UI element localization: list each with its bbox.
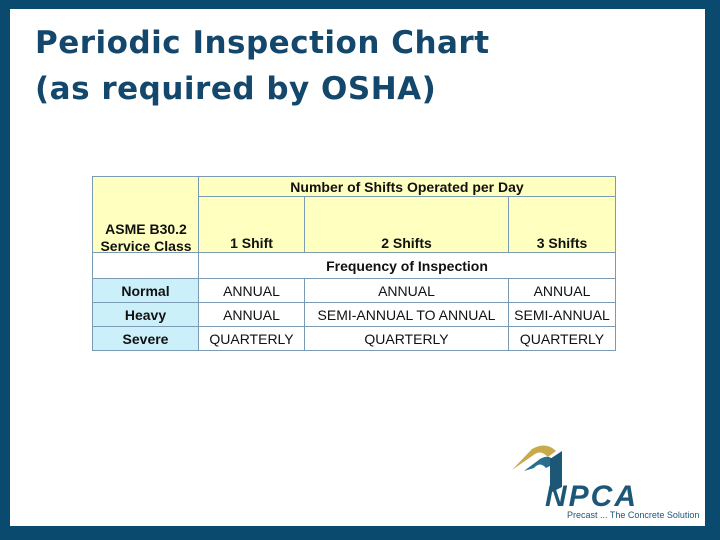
value-cell: QUARTERLY xyxy=(199,327,305,351)
group-header: Number of Shifts Operated per Day xyxy=(199,177,616,197)
title-line-2: (as required by OSHA) xyxy=(35,71,437,107)
value-cell: ANNUAL xyxy=(199,279,305,303)
inspection-table xyxy=(92,176,616,351)
class-header-line-2: Service Class xyxy=(100,238,192,254)
class-cell-severe: Severe xyxy=(93,327,199,351)
value-cell: ANNUAL xyxy=(305,279,509,303)
value-cell: ANNUAL xyxy=(199,303,305,327)
shift-header-2: 2 Shifts xyxy=(305,197,509,253)
class-header xyxy=(93,221,199,255)
value-cell: ANNUAL xyxy=(509,279,616,303)
slide-edge xyxy=(702,9,705,526)
shift-header-3: 3 Shifts xyxy=(509,197,616,253)
class-cell-heavy: Heavy xyxy=(93,303,199,327)
value-cell: SEMI-ANNUAL TO ANNUAL xyxy=(305,303,509,327)
slide-title xyxy=(35,20,490,112)
title-line-1: Periodic Inspection Chart xyxy=(35,25,490,61)
value-cell: QUARTERLY xyxy=(305,327,509,351)
value-cell: SEMI-ANNUAL xyxy=(509,303,616,327)
frequency-header: Frequency of Inspection xyxy=(199,253,616,279)
class-header-line-1: ASME B30.2 xyxy=(105,221,187,237)
logo-tagline: Precast ... The Concrete Solution xyxy=(567,510,700,520)
shift-header-1: 1 Shift xyxy=(199,197,305,253)
class-cell-normal: Normal xyxy=(93,279,199,303)
npca-logo-text: NPCA xyxy=(545,480,639,513)
value-cell: QUARTERLY xyxy=(509,327,616,351)
